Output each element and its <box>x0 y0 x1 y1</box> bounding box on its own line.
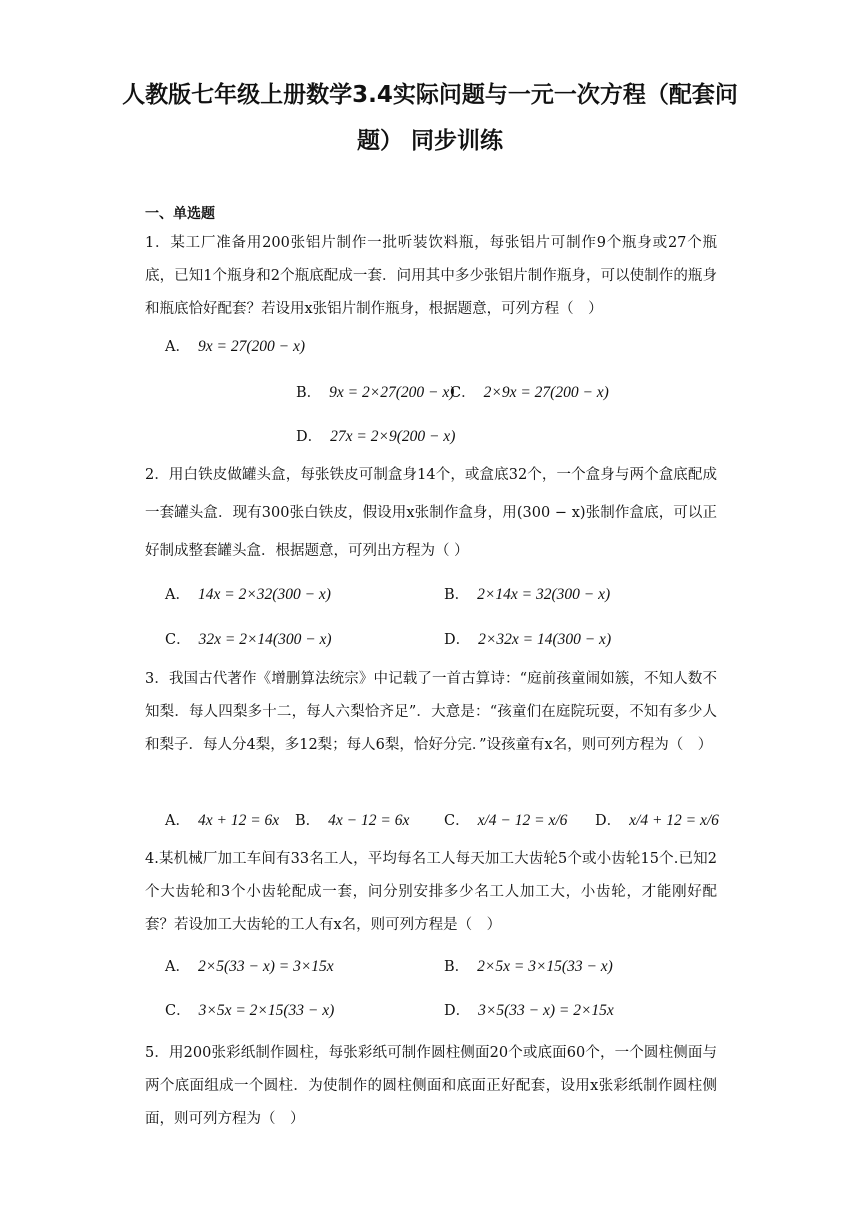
question-2-option-d: D． 2×32x = 14(300 − x) <box>444 631 612 648</box>
question-2-option-a: A． 14x = 2×32(300 − x) <box>165 586 331 603</box>
question-1-option-c: C． 2×9x = 27(200 − x) <box>450 384 609 401</box>
question-2-stem: 2．用白铁皮做罐头盒，每张铁皮可制盒身14个，或盒底32个，一个盒身与两个盒底配成一套罐头盒．现有300张白铁皮，假设用x张制作盒身，用(300 − x)张制作盒底，可以正好制成整套罐头盒．根据题意，可列出方程为（ ） <box>145 467 717 559</box>
question-3-stem: 3．我国古代著作《增删算法统宗》中记载了一首古算诗：“庭前孩童闹如簇，不知人数不知梨．每人四梨多十二，每人六梨恰齐足”．大意是：“孩童们在庭院玩耍，不知有多少人和梨子．每人分4梨，多12梨；每人6梨，恰好分完．”设孩童有x名，则可列方程为（ ） <box>145 671 717 753</box>
question-5-stem: 5．用200张彩纸制作圆柱，每张彩纸可制作圆柱侧面20个或底面60个，一个圆柱侧面与两个底面组成一个圆柱．为使制作的圆柱侧面和底面正好配套，设用x张彩纸制作圆柱侧面，则可列方程为（ ） <box>145 1045 717 1127</box>
question-1-stem: 1．某工厂准备用200张铝片制作一批听装饮料瓶，每张铝片可制作9个瓶身或27个瓶底，已知1个瓶身和2个瓶底配成一套．问用其中多少张铝片制作瓶身，可以使制作的瓶身和瓶底恰好配套？若设用x张铝片制作瓶身，根据题意，可列方程（ ） <box>145 235 717 317</box>
section-title: 一、单选题 <box>145 206 215 222</box>
question-3-option-c: C． x/4 − 12 = x/6 <box>444 812 568 829</box>
question-4-option-a: A． 2×5(33 − x) = 3×15x <box>165 958 334 975</box>
question-4-option-d: D． 3×5(33 − x) = 2×15x <box>444 1002 614 1019</box>
question-2-option-c: C． 32x = 2×14(300 − x) <box>165 631 332 648</box>
question-3-option-a: A． 4x + 12 = 6x <box>165 812 280 829</box>
question-2-option-b: B． 2×14x = 32(300 − x) <box>444 586 611 603</box>
question-4-option-c: C． 3×5x = 2×15(33 − x) <box>165 1002 335 1019</box>
page-title: 人教版七年级上册数学3.4实际问题与一元一次方程（配套问题） 同步训练 <box>122 82 738 154</box>
question-1-option-b: B． 9x = 2×27(200 − x) <box>296 384 455 401</box>
question-3-option-b: B． 4x − 12 = 6x <box>295 812 410 829</box>
question-1-option-d: D． 27x = 2×9(200 − x) <box>296 428 456 445</box>
question-3-option-d: D． x/4 + 12 = x/6 <box>595 812 719 829</box>
question-4-option-b: B． 2×5x = 3×15(33 − x) <box>444 958 613 975</box>
question-4-stem: 4.某机械厂加工车间有33名工人，平均每名工人每天加工大齿轮5个或小齿轮15个.已知2个大齿轮和3个小齿轮配成一套，问分别安排多少名工人加工大，小齿轮，才能刚好配套？若设加工大齿轮的工人有x名，则可列方程是（ ） <box>145 851 717 933</box>
question-1-option-a: A． 9x = 27(200 − x) <box>165 338 305 355</box>
